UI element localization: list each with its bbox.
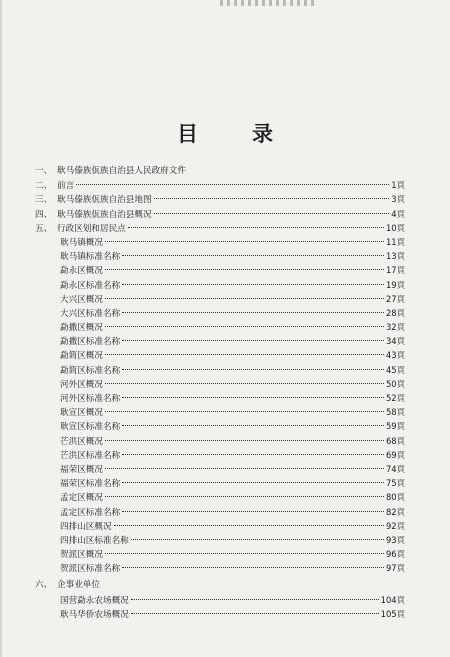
toc-subentry <box>35 547 405 561</box>
toc-label: 贺派区概况 <box>60 550 103 561</box>
toc-label: 贺派区标准名称 <box>60 564 121 575</box>
toc-label: 前言 <box>57 181 75 192</box>
toc-label: 河外区标准名称 <box>60 394 121 404</box>
dot-leader <box>105 496 384 497</box>
toc-label: 芒洪区概况 <box>60 436 103 447</box>
toc-subentry <box>35 434 405 448</box>
toc-subentry <box>35 476 405 490</box>
toc-page: 4頁 <box>391 208 405 219</box>
toc-page: 27頁 <box>385 293 405 304</box>
toc-page: 80頁 <box>385 492 405 503</box>
toc-page: 105頁 <box>380 608 405 619</box>
toc-label: 耿马傣族佤族自治县地图 <box>57 195 152 206</box>
toc-page: 93頁 <box>385 534 405 545</box>
dot-leader <box>76 184 389 185</box>
dot-leader <box>105 440 384 441</box>
page-title: 目录 <box>177 122 327 146</box>
toc-subentry <box>35 278 405 292</box>
toc-label: 勐撒区概况 <box>60 323 103 334</box>
toc-label: 耿马华侨农场概况 <box>60 609 129 620</box>
dot-leader <box>122 397 384 398</box>
toc-label: 耿宣区标准名称 <box>60 422 121 433</box>
dot-leader <box>122 511 384 512</box>
toc-subentry <box>35 334 405 348</box>
dot-leader <box>154 213 390 214</box>
dot-leader <box>105 383 384 384</box>
toc-page: 82頁 <box>385 506 405 517</box>
toc-number: 三、 <box>35 195 53 206</box>
dot-leader <box>122 312 384 313</box>
dot-leader <box>105 269 384 270</box>
toc-entry-enterprises <box>35 578 405 592</box>
toc-label: 勐简区标准名称 <box>60 365 121 376</box>
toc-page: 10頁 <box>385 222 405 233</box>
dot-leader <box>131 613 379 614</box>
toc-subentry <box>35 561 405 575</box>
toc-page: 43頁 <box>385 350 405 361</box>
dot-leader <box>122 255 384 256</box>
dot-leader <box>105 411 384 412</box>
toc-label: 勐永区标准名称 <box>60 280 121 291</box>
dot-leader <box>105 326 384 327</box>
dot-leader <box>122 369 384 370</box>
toc-label: 耿马傣族佤族自治县概况 <box>57 209 152 220</box>
toc-subentry <box>35 235 405 249</box>
dot-leader <box>122 284 384 285</box>
dot-leader <box>122 482 384 483</box>
toc-subentry <box>35 419 405 433</box>
table-of-contents <box>35 164 405 621</box>
toc-subentry <box>35 292 405 306</box>
toc-subentry <box>35 348 405 362</box>
toc-label: 四排山区概况 <box>60 521 112 532</box>
toc-label: 耿马傣族佤族自治县人民政府文件 <box>57 166 186 176</box>
toc-subentry <box>35 249 405 263</box>
toc-label: 孟定区概况 <box>60 493 103 504</box>
scan-artifact <box>220 0 315 6</box>
toc-page: 45頁 <box>385 364 405 375</box>
toc-subentry <box>35 405 405 419</box>
dot-leader <box>131 599 379 600</box>
dot-leader <box>122 454 384 455</box>
toc-page: 96頁 <box>385 549 405 560</box>
dot-leader <box>128 227 384 228</box>
toc-entry-government-file <box>35 164 405 178</box>
toc-subentry <box>35 462 405 476</box>
toc-label: 国营勐永农场概况 <box>60 595 129 606</box>
toc-subentry <box>35 448 405 462</box>
toc-label: 大兴区概况 <box>60 294 103 305</box>
toc-label: 耿马镇标准名称 <box>60 252 121 263</box>
toc-subentry <box>35 490 405 504</box>
toc-page: 69頁 <box>385 449 405 460</box>
toc-subentry <box>35 519 405 533</box>
toc-page: 52頁 <box>385 393 405 403</box>
toc-subentry <box>35 306 405 320</box>
toc-label: 河外区概况 <box>60 379 103 390</box>
toc-page: 3頁 <box>391 194 405 205</box>
toc-subentry <box>35 391 405 405</box>
toc-page: 97頁 <box>385 563 405 574</box>
toc-page: 68頁 <box>385 435 405 446</box>
dot-leader <box>105 468 384 469</box>
dot-leader <box>105 553 384 554</box>
toc-label: 孟定区标准名称 <box>60 507 121 518</box>
toc-page: 50頁 <box>385 378 405 389</box>
dot-leader <box>122 340 384 341</box>
toc-page: 11頁 <box>385 236 405 247</box>
toc-subentry <box>35 363 405 377</box>
toc-page: 13頁 <box>385 251 405 262</box>
toc-number: 二、 <box>35 181 53 192</box>
toc-label: 企事业单位 <box>57 580 100 591</box>
toc-label: 勐简区概况 <box>60 351 103 362</box>
toc-page: 32頁 <box>385 322 405 333</box>
toc-number: 六、 <box>35 580 53 591</box>
toc-number: 一、 <box>35 166 53 176</box>
toc-page: 58頁 <box>385 407 405 418</box>
dot-leader <box>122 567 384 568</box>
toc-subentry <box>35 607 405 621</box>
toc-number: 四、 <box>35 209 53 220</box>
toc-page: 34頁 <box>385 336 405 347</box>
toc-page: 19頁 <box>385 279 405 290</box>
toc-label: 耿宣区概况 <box>60 408 103 419</box>
dot-leader <box>105 298 384 299</box>
toc-page: 59頁 <box>385 421 405 432</box>
toc-subentry <box>35 533 405 547</box>
toc-label: 福荣区标准名称 <box>60 479 121 490</box>
toc-label: 勐撒区标准名称 <box>60 337 121 348</box>
toc-label: 勐永区概况 <box>60 266 103 277</box>
toc-page: 104頁 <box>380 594 405 605</box>
dot-leader <box>105 241 384 242</box>
toc-page: 74頁 <box>385 463 405 474</box>
toc-page: 28頁 <box>385 307 405 318</box>
toc-subentry <box>35 505 405 519</box>
dot-leader <box>131 539 384 540</box>
dot-leader <box>114 525 384 526</box>
toc-page: 75頁 <box>385 478 405 489</box>
toc-subentry <box>35 593 405 607</box>
toc-label: 福荣区概况 <box>60 464 103 475</box>
toc-entry-map <box>35 192 405 206</box>
toc-label: 大兴区标准名称 <box>60 308 121 319</box>
toc-entry-overview <box>35 207 405 221</box>
toc-number: 五、 <box>35 223 53 234</box>
dot-leader <box>105 354 384 355</box>
toc-page: 1頁 <box>391 180 405 191</box>
toc-entry-preface <box>35 178 405 192</box>
toc-subentry <box>35 320 405 334</box>
toc-label: 四排山区标准名称 <box>60 535 129 546</box>
toc-subentry <box>35 263 405 277</box>
toc-subentry <box>35 377 405 391</box>
toc-label: 行政区划和居民点 <box>57 223 126 234</box>
toc-page: 17頁 <box>385 265 405 276</box>
dot-leader <box>122 425 384 426</box>
toc-entry-divisions <box>35 221 405 235</box>
toc-label: 芒洪区标准名称 <box>60 450 121 461</box>
dot-leader <box>154 198 390 199</box>
toc-label: 耿马镇概况 <box>60 237 103 248</box>
toc-page: 92頁 <box>385 520 405 531</box>
